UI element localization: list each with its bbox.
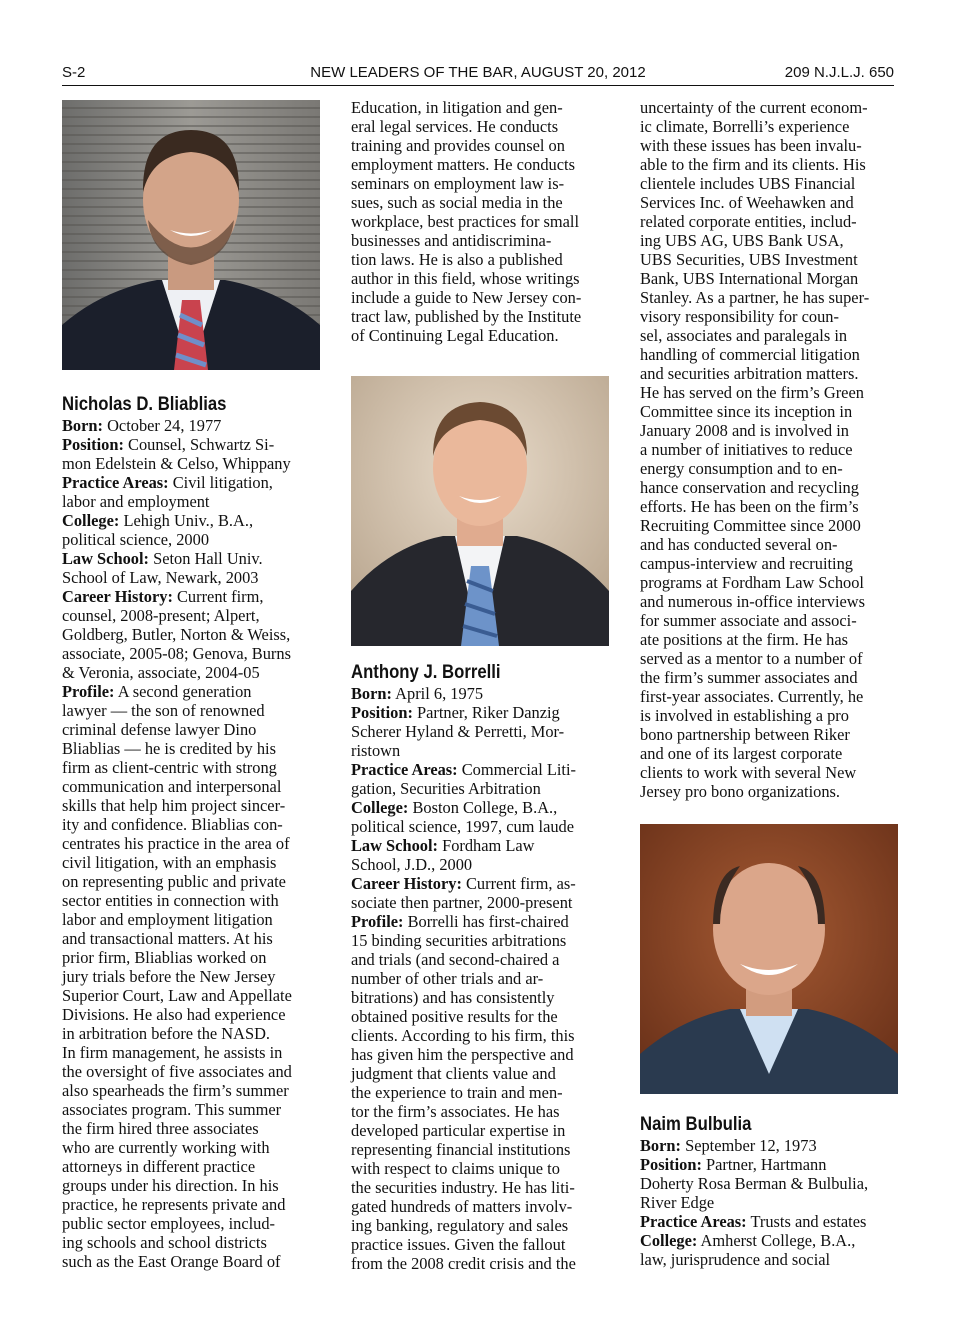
text-line <box>351 1083 613 1102</box>
field-text: Seton Hall Univ. <box>148 549 263 568</box>
field-text: practice, he represents private and <box>62 1195 286 1214</box>
text-line <box>351 1178 613 1197</box>
field-text: jury trials before the New Jersey <box>62 967 276 986</box>
text-line: served as a mentor to a number of <box>640 649 863 668</box>
field-text: September 12, 1973 <box>680 1136 817 1155</box>
text-line <box>640 1250 902 1269</box>
field-text: gation, Securities Arbitration <box>351 779 541 798</box>
field-label: College: <box>62 511 120 530</box>
text-line: employment matters. He conducts <box>351 155 575 174</box>
field-text: In firm management, he assists in <box>62 1043 283 1062</box>
continued-text-col2 <box>351 98 613 345</box>
text-line <box>62 1024 324 1043</box>
field-text: number of other trials and ar- <box>351 969 544 988</box>
text-line <box>62 606 324 625</box>
text-line: Services Inc. of Weehawken and <box>640 193 854 212</box>
field-label: Practice Areas: <box>351 760 458 779</box>
text-line <box>351 1254 613 1273</box>
text-line <box>62 1119 324 1138</box>
field-text: attorneys in different practice <box>62 1157 256 1176</box>
field-text: Amherst College, B.A., <box>697 1231 856 1250</box>
field-text: representing financial institutions <box>351 1140 571 1159</box>
text-line <box>62 473 324 492</box>
field-text: firm as client-centric with strong <box>62 758 277 777</box>
field-text: practice issues. Given the fallout <box>351 1235 566 1254</box>
text-line: for summer associate and associ- <box>640 611 857 630</box>
text-line <box>62 701 324 720</box>
field-text: associate, 2005-08; Genova, Burns <box>62 644 291 663</box>
text-line <box>351 893 613 912</box>
field-text: Counsel, Schwartz Si- <box>123 435 275 454</box>
profile-name: Naim Bulbulia <box>640 1114 752 1135</box>
text-line <box>351 1121 613 1140</box>
text-line <box>62 872 324 891</box>
field-text: Doherty Rosa Berman & Bulbulia, <box>640 1174 869 1193</box>
text-line <box>62 568 324 587</box>
text-line: able to the firm and its clients. His <box>640 155 866 174</box>
text-line: January 2008 and is involved in <box>640 421 849 440</box>
text-line <box>62 549 324 568</box>
text-line: related corporate entities, includ- <box>640 212 857 231</box>
field-text: with respect to claims unique to <box>351 1159 560 1178</box>
field-text: labor and employment litigation <box>62 910 273 929</box>
text-line <box>62 967 324 986</box>
text-line: workplace, best practices for small <box>351 212 580 231</box>
text-line <box>351 969 613 988</box>
field-text: obtained positive results for the <box>351 1007 558 1026</box>
field-text: Scherer Hyland & Perretti, Mor- <box>351 722 565 741</box>
field-text: Bliablias — he is credited by his <box>62 739 276 758</box>
continued-text <box>640 98 902 801</box>
text-line <box>62 853 324 872</box>
field-text: prior firm, Bliablias worked on <box>62 948 267 967</box>
field-text: bitrations) and has consistently <box>351 988 555 1007</box>
text-line <box>62 720 324 739</box>
text-line <box>62 454 324 473</box>
field-text: ing banking, regulatory and sales <box>351 1216 569 1235</box>
field-text: Commercial Liti- <box>457 760 576 779</box>
text-line: Stanley. As a partner, he has super- <box>640 288 870 307</box>
field-text: political science, 1997, cum laude <box>351 817 575 836</box>
field-text: ing schools and school districts <box>62 1233 267 1252</box>
text-line: businesses and antidiscrimina- <box>351 231 552 250</box>
field-text: mon Edelstein & Celso, Whippany <box>62 454 291 473</box>
text-line <box>351 1140 613 1159</box>
text-line: bono partnership between Riker <box>640 725 850 744</box>
text-line <box>640 1136 902 1155</box>
field-text: 15 binding securities arbitrations <box>351 931 567 950</box>
field-text: sector entities in connection with <box>62 891 279 910</box>
page-number: S-2 <box>62 64 86 81</box>
text-line <box>351 1159 613 1178</box>
text-line <box>351 722 613 741</box>
text-line: ic climate, Borrelli’s experience <box>640 117 850 136</box>
field-label: College: <box>351 798 409 817</box>
field-label: Career History: <box>62 587 173 606</box>
field-label: Profile: <box>351 912 404 931</box>
field-text: April 6, 1975 <box>391 684 484 703</box>
text-line <box>62 663 324 682</box>
text-line <box>351 760 613 779</box>
field-text: groups under his direction. In his <box>62 1176 279 1195</box>
text-line <box>640 1174 902 1193</box>
text-line: training and provides counsel on <box>351 136 565 155</box>
text-line: ing UBS AG, UBS Bank USA, <box>640 231 844 250</box>
text-line <box>62 530 324 549</box>
text-line: visory responsibility for coun- <box>640 307 839 326</box>
text-line <box>351 912 613 931</box>
text-line <box>62 739 324 758</box>
field-text: who are currently working with <box>62 1138 270 1157</box>
text-line: tion laws. He is also a published <box>351 250 563 269</box>
field-label: Practice Areas: <box>62 473 169 492</box>
profile-text <box>62 416 324 1271</box>
text-line: and one of its largest corporate <box>640 744 843 763</box>
text-line <box>62 777 324 796</box>
text-line: seminars on employment law is- <box>351 174 565 193</box>
field-text: counsel, 2008-present; Alpert, <box>62 606 260 625</box>
field-label: Practice Areas: <box>640 1212 747 1231</box>
text-line <box>351 855 613 874</box>
text-line <box>62 435 324 454</box>
text-line: campus-interview and recruiting <box>640 554 853 573</box>
field-text: and transactional matters. At his <box>62 929 273 948</box>
text-line: uncertainty of the current econom- <box>640 98 868 117</box>
text-line: Jersey pro bono organizations. <box>640 782 840 801</box>
field-text: criminal defense lawyer Dino <box>62 720 257 739</box>
continued-text <box>351 98 613 345</box>
field-label: Born: <box>62 416 103 435</box>
text-line <box>62 492 324 511</box>
text-line <box>62 587 324 606</box>
text-line <box>62 1005 324 1024</box>
field-text: lawyer — the son of renowned <box>62 701 265 720</box>
profile-text <box>351 684 613 1273</box>
page-header <box>62 63 894 86</box>
portrait-photo-bulbulia <box>640 824 898 1094</box>
text-line <box>640 1231 902 1250</box>
text-line <box>351 684 613 703</box>
field-label: Born: <box>351 684 392 703</box>
field-text: Goldberg, Butler, Norton & Weiss, <box>62 625 291 644</box>
text-line: programs at Fordham Law School <box>640 573 864 592</box>
text-line <box>351 1197 613 1216</box>
field-text: Lehigh Univ., B.A., <box>119 511 254 530</box>
field-text: such as the East Orange Board of <box>62 1252 281 1271</box>
field-text: School, J.D., 2000 <box>351 855 473 874</box>
text-line: Committee since its inception in <box>640 402 853 421</box>
text-line: include a guide to New Jersey con- <box>351 288 582 307</box>
text-line <box>351 874 613 893</box>
text-line <box>351 779 613 798</box>
text-line <box>351 741 613 760</box>
text-line: first-year associates. Currently, he <box>640 687 864 706</box>
field-label: Position: <box>351 703 413 722</box>
text-line: tract law, published by the Institute <box>351 307 582 326</box>
text-line <box>62 796 324 815</box>
text-line <box>62 1062 324 1081</box>
field-text: Trusts and estates <box>746 1212 867 1231</box>
text-line <box>351 836 613 855</box>
text-line <box>62 1195 324 1214</box>
text-line: a number of initiatives to reduce <box>640 440 853 459</box>
text-line <box>351 1007 613 1026</box>
text-line: is involved in establishing a pro <box>640 706 849 725</box>
text-line <box>62 1252 324 1271</box>
text-line: eral legal services. He conducts <box>351 117 559 136</box>
continued-text-col3 <box>640 98 902 801</box>
field-text: sociate then partner, 2000-present <box>351 893 573 912</box>
text-line <box>351 931 613 950</box>
text-line <box>351 817 613 836</box>
text-line <box>351 988 613 1007</box>
text-line: hance conservation and recycling <box>640 478 859 497</box>
profile-bliablias <box>62 394 324 1271</box>
text-line <box>62 625 324 644</box>
field-text: School of Law, Newark, 2003 <box>62 568 259 587</box>
field-text: skills that help him project sincer- <box>62 796 286 815</box>
field-label: Law School: <box>62 549 149 568</box>
field-text: A second generation <box>114 682 252 701</box>
field-text: and trials (and second-chaired a <box>351 950 560 969</box>
text-line: sel, associates and paralegals in <box>640 326 848 345</box>
field-text: Current firm, as- <box>461 874 576 893</box>
field-text: Fordham Law <box>437 836 535 855</box>
field-text: law, jurisprudence and social <box>640 1250 831 1269</box>
text-line <box>640 1155 902 1174</box>
text-line <box>62 834 324 853</box>
text-line <box>62 948 324 967</box>
field-text: River Edge <box>640 1193 715 1212</box>
field-text: labor and employment <box>62 492 210 511</box>
field-text: on representing public and private <box>62 872 286 891</box>
field-text: public sector employees, includ- <box>62 1214 276 1233</box>
text-line: Education, in litigation and gen- <box>351 98 563 117</box>
field-text: civil litigation, with an emphasis <box>62 853 277 872</box>
text-line: and has conducted several on- <box>640 535 838 554</box>
text-line <box>351 1216 613 1235</box>
field-text: tor the firm’s associates. He has <box>351 1102 560 1121</box>
text-line <box>640 1212 902 1231</box>
text-line: He has served on the firm’s Green <box>640 383 864 402</box>
field-text: the firm hired three associates <box>62 1119 259 1138</box>
text-line <box>351 1045 613 1064</box>
citation: 209 N.J.L.J. 650 <box>784 64 894 81</box>
field-text: associates program. This summer <box>62 1100 282 1119</box>
field-text: ristown <box>351 741 401 760</box>
profile-borrelli <box>351 662 613 1273</box>
text-line <box>351 1064 613 1083</box>
text-line <box>62 891 324 910</box>
field-text: from the 2008 credit crisis and the <box>351 1254 576 1273</box>
text-line <box>351 1102 613 1121</box>
text-line: energy consumption and to en- <box>640 459 843 478</box>
text-line <box>62 1043 324 1062</box>
field-label: Career History: <box>351 874 462 893</box>
text-line <box>62 1138 324 1157</box>
field-text: political science, 2000 <box>62 530 210 549</box>
text-line <box>351 798 613 817</box>
field-text: ity and confidence. Bliablias con- <box>62 815 283 834</box>
field-text: also spearheads the firm’s summer <box>62 1081 289 1100</box>
field-text: the experience to train and men- <box>351 1083 563 1102</box>
text-line: with these issues has been invalu- <box>640 136 862 155</box>
text-line <box>62 910 324 929</box>
text-line <box>62 1157 324 1176</box>
field-text: & Veronia, associate, 2004-05 <box>62 663 260 682</box>
text-line <box>351 703 613 722</box>
portrait-photo-bliablias <box>62 100 320 370</box>
text-line <box>62 1233 324 1252</box>
text-line: and securities arbitration matters. <box>640 364 859 383</box>
field-text: in arbitration before the NASD. <box>62 1024 271 1043</box>
text-line <box>351 1235 613 1254</box>
text-line <box>62 1100 324 1119</box>
field-label: Position: <box>640 1155 702 1174</box>
text-line <box>351 1026 613 1045</box>
text-line <box>62 986 324 1005</box>
field-label: Profile: <box>62 682 115 701</box>
text-line: Recruiting Committee since 2000 <box>640 516 861 535</box>
text-line <box>62 1081 324 1100</box>
field-text: Current firm, <box>172 587 264 606</box>
field-text: the securities industry. He has liti- <box>351 1178 575 1197</box>
text-line <box>62 815 324 834</box>
field-text: communication and interpersonal <box>62 777 282 796</box>
text-line: handling of commercial litigation <box>640 345 860 364</box>
field-text: centrates his practice in the area of <box>62 834 290 853</box>
text-line: author in this field, whose writings <box>351 269 580 288</box>
text-line: the firm’s summer associates and <box>640 668 858 687</box>
publication-title: NEW LEADERS OF THE BAR, AUGUST 20, 2012 <box>310 64 646 81</box>
text-line <box>351 950 613 969</box>
field-text: October 24, 1977 <box>102 416 222 435</box>
profile-name: Anthony J. Borrelli <box>351 662 501 683</box>
text-line: Bank, UBS International Morgan <box>640 269 859 288</box>
text-line <box>62 929 324 948</box>
field-text: clients. According to his firm, this <box>351 1026 575 1045</box>
field-text: has given him the perspective and <box>351 1045 574 1064</box>
field-text: gated hundreds of matters involv- <box>351 1197 573 1216</box>
text-line: ate positions at the firm. He has <box>640 630 849 649</box>
text-line: UBS Securities, UBS Investment <box>640 250 858 269</box>
text-line <box>62 1176 324 1195</box>
text-line <box>62 758 324 777</box>
field-label: College: <box>640 1231 698 1250</box>
field-text: Civil litigation, <box>168 473 273 492</box>
text-line: clients to work with several New <box>640 763 857 782</box>
profile-text <box>640 1136 902 1269</box>
text-line <box>62 682 324 701</box>
text-line: efforts. He has been on the firm’s <box>640 497 859 516</box>
text-line: of Continuing Legal Education. <box>351 326 559 345</box>
field-text: developed particular expertise in <box>351 1121 566 1140</box>
profile-bulbulia <box>640 1114 902 1269</box>
field-text: Partner, Riker Danzig <box>412 703 560 722</box>
text-line <box>62 511 324 530</box>
field-text: judgment that clients value and <box>351 1064 556 1083</box>
field-label: Position: <box>62 435 124 454</box>
field-text: Superior Court, Law and Appellate <box>62 986 292 1005</box>
text-line: clientele includes UBS Financial <box>640 174 856 193</box>
text-line <box>62 416 324 435</box>
field-text: Partner, Hartmann <box>701 1155 827 1174</box>
field-text: the oversight of five associates and <box>62 1062 292 1081</box>
field-label: Law School: <box>351 836 438 855</box>
text-line <box>62 644 324 663</box>
text-line: sues, such as social media in the <box>351 193 563 212</box>
text-line: and numerous in-office interviews <box>640 592 866 611</box>
field-text: Boston College, B.A., <box>408 798 558 817</box>
field-text: Divisions. He also had experience <box>62 1005 286 1024</box>
field-text: Borrelli has first-chaired <box>403 912 569 931</box>
text-line <box>62 1214 324 1233</box>
field-label: Born: <box>640 1136 681 1155</box>
profile-name: Nicholas D. Bliablias <box>62 394 227 415</box>
portrait-photo-borrelli <box>351 376 609 646</box>
text-line <box>640 1193 902 1212</box>
